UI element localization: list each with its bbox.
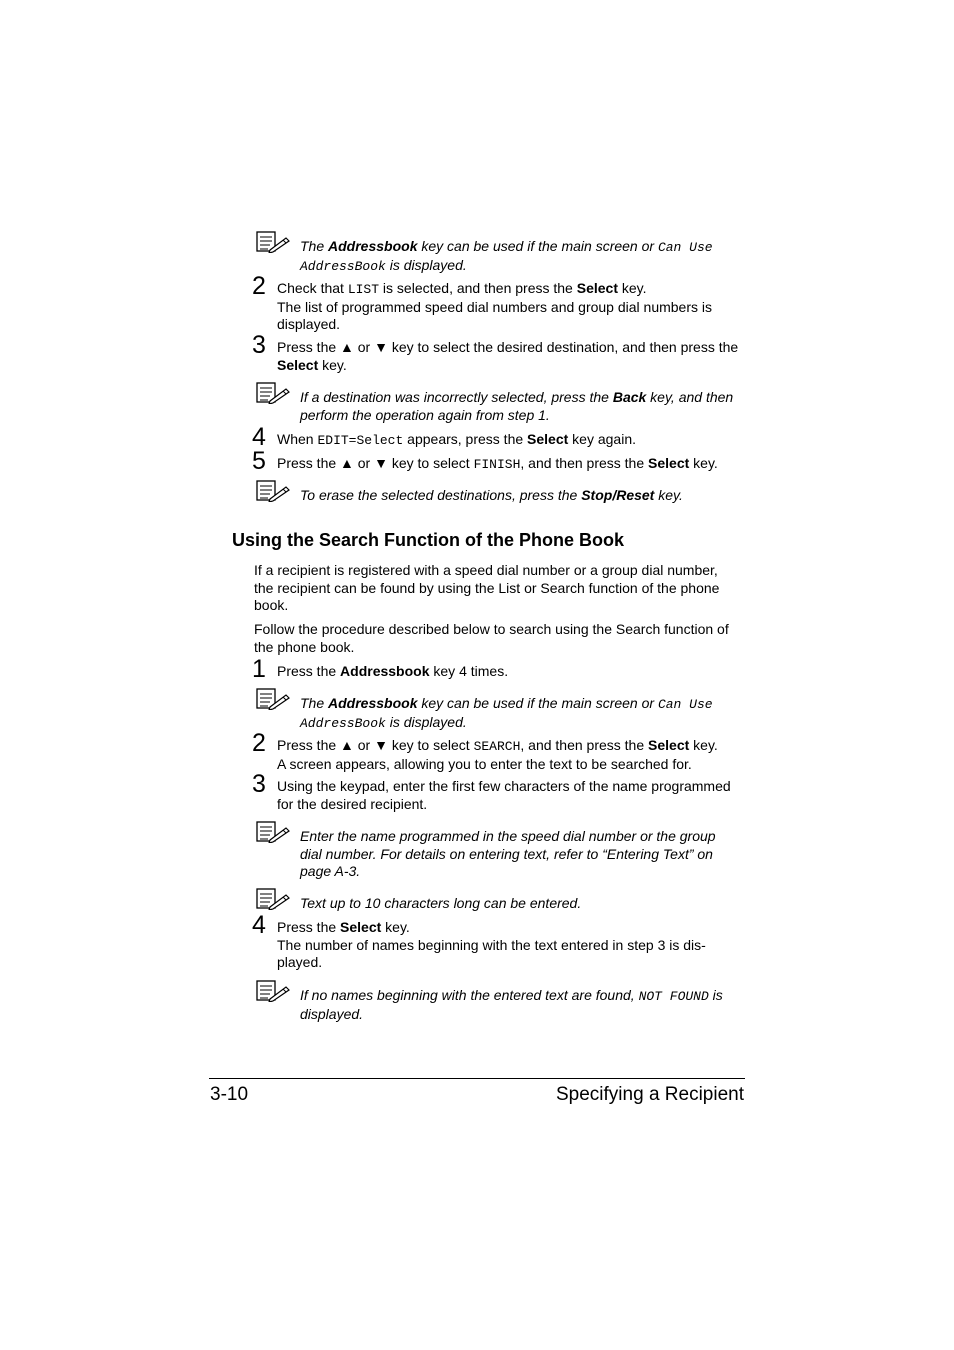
note-text-limit: Text up to 10 characters long can be entered. — [300, 895, 582, 911]
memo-pencil-icon — [256, 821, 290, 843]
step-number: 4 — [252, 423, 266, 451]
section-paragraph: Follow the procedure described below to search using the Search function of the phone book. — [254, 621, 729, 655]
note-stop-reset: To erase the selected destinations, press the Stop/Reset key. — [300, 487, 683, 503]
note-back-key: If a destination was incorrectly selected, press the Back key, and then perform the operation again from step 1. — [300, 389, 734, 423]
note-not-found: If no names beginning with the entered text are found, NOT FOUND is displayed. — [300, 987, 723, 1022]
step-text: Using the keypad, enter the first few characters of the name programmed for the desired recipient. — [277, 778, 731, 812]
memo-pencil-icon — [256, 888, 290, 910]
memo-pencil-icon — [256, 231, 290, 253]
step-text: Press the ▲ or ▼ key to select FINISH, and then press the Select key. — [277, 455, 718, 472]
step-number: 1 — [252, 655, 266, 683]
memo-pencil-icon — [256, 480, 290, 502]
step-text: Check that LIST is selected, and then press the Select key. The list of programmed speed dial numbers and group dial numbers is displayed. — [277, 280, 713, 333]
page-number: 3-10 — [210, 1084, 249, 1105]
step-number: 3 — [252, 331, 266, 359]
note-addressbook: The Addressbook key can be used if the main screen or Can Use AddressBook is displayed. — [300, 238, 713, 274]
memo-pencil-icon — [256, 382, 290, 404]
step-number: 2 — [252, 272, 266, 300]
step-text: When EDIT=Select appears, press the Select key again. — [277, 431, 637, 448]
note-addressbook: The Addressbook key can be used if the main screen or Can Use AddressBook is displayed. — [300, 695, 713, 731]
step-text: Press the Select key. The number of names beginning with the text entered in step 3 is dis- played. — [277, 919, 706, 971]
step-number: 5 — [252, 447, 266, 475]
step-text: Press the ▲ or ▼ key to select the desired destination, and then press the Select key. — [277, 339, 739, 373]
step-text: Press the Addressbook key 4 times. — [277, 663, 509, 679]
step-number: 3 — [252, 770, 266, 798]
memo-pencil-icon — [256, 688, 290, 710]
section-heading: Using the Search Function of the Phone Book — [232, 530, 625, 550]
note-enter-name: Enter the name programmed in the speed dial number or the group dial number. For details on entering text, refer to “Entering Text” on page A-3. — [300, 828, 716, 880]
memo-pencil-icon — [256, 980, 290, 1002]
step-number: 4 — [252, 911, 266, 939]
step-number: 2 — [252, 729, 266, 757]
footer-rule — [209, 1078, 745, 1079]
section-paragraph: If a recipient is registered with a speed dial number or a group dial number, the recipient can be found by using the List or Search function of the phone book. — [254, 562, 720, 614]
step-text: Press the ▲ or ▼ key to select SEARCH, and then press the Select key. A screen appears, allowing you to enter the text to be searched for. — [277, 737, 718, 772]
chapter-title: Specifying a Recipient — [556, 1084, 744, 1105]
